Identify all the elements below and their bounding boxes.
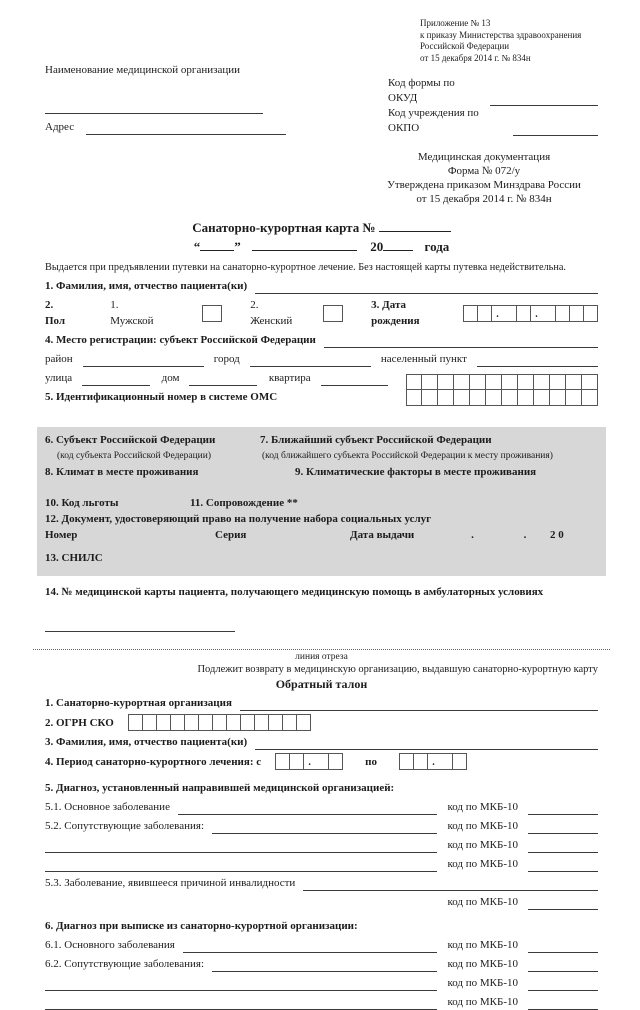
stub-organization-field[interactable] [240,697,598,711]
day-field[interactable] [200,237,234,251]
header [45,18,598,206]
oms-cell [534,374,550,390]
patient-name-field[interactable] [255,280,598,294]
dob-cell [570,305,584,322]
ogrn-cell [297,714,311,731]
icd-label: код по МКБ-10 [447,958,518,970]
climate-benefits-section [37,427,606,576]
oms-cell [534,390,550,406]
oms-cell [518,374,534,390]
open-quote: “ [193,239,201,254]
oms-cell [470,390,486,406]
period-cell [315,753,329,770]
address-label: Адрес [45,121,75,133]
period-cell [329,753,343,770]
discharge-concomitant-field[interactable] [45,977,437,991]
dob-cell [463,305,478,322]
period-dot: . [428,753,439,770]
card-number-field[interactable] [379,218,451,232]
icd-code-field[interactable] [528,977,598,991]
registration-label: 4. Место регистрации: субъект Российской Федерации [45,334,316,346]
disability-disease-field[interactable] [303,877,598,891]
street-label: улица [45,372,73,384]
oms-cell [422,374,438,390]
oms-number-grid[interactable] [406,374,598,406]
settlement-field[interactable] [477,353,598,367]
doc-line: Утверждена приказом Минздрава России [387,179,581,191]
concomitant-diseases-label: 5.2. Сопутствующие заболевания: [45,820,205,832]
subject-rf-sublabel: (код субъекта Российской Федерации) [57,451,211,461]
dob-cell [478,305,492,322]
org-name-label: Наименование медицинской организации [45,64,240,76]
period-cell [275,753,290,770]
climate-factors-label: 9. Климатические факторы в месте проживания [295,466,537,478]
oms-cell [454,390,470,406]
okud-field[interactable] [490,92,598,106]
header-left [45,18,340,206]
disability-disease-label: 5.3. Заболевание, явившееся причиной инвалидности [45,877,296,889]
concomitant-disease-field[interactable] [45,839,437,853]
discharge-main-disease-field[interactable] [183,939,438,953]
dob-cell [503,305,517,322]
period-dot: . [304,753,315,770]
discharge-concomitant-field[interactable] [212,958,437,972]
oms-cell [502,390,518,406]
female-checkbox[interactable] [323,305,343,322]
oms-cell [486,374,502,390]
ogrn-cell [213,714,227,731]
ogrn-cell [227,714,241,731]
form-title-text: Санаторно-курортная карта № [192,220,376,235]
icd-code-field[interactable] [528,858,598,872]
period-to-boxes[interactable] [399,753,467,770]
treatment-period-label: 4. Период санаторно-курортного лечения: с [45,755,262,768]
dob-cell [584,305,598,322]
address-field[interactable] [86,121,286,135]
close-quote: ” [234,239,241,254]
oms-cell [406,374,422,390]
ogrn-cell [171,714,185,731]
icd-code-field[interactable] [528,839,598,853]
oms-cell [566,374,582,390]
dob-label: 3. Дата рождения [371,299,420,327]
sex-label: 2. Пол [45,299,66,327]
ogrn-cell [185,714,199,731]
document-label: 12. Документ, удостоверяющий право на получение набора социальных услуг [45,513,432,525]
annex-line: к приказу Министерства здравоохранения [420,29,582,40]
ogrn-cell [199,714,213,731]
outpatient-card-field[interactable] [45,618,235,632]
form-date-line [45,237,598,255]
ogrn-cell [128,714,143,731]
cut-line [33,649,610,650]
annex-line: Российской Федерации [420,41,510,51]
concomitant-disease-field[interactable] [212,820,437,834]
period-cell [414,753,428,770]
okpo-label: Код учреждения по ОКПО [388,107,479,134]
discharge-concomitant-field[interactable] [45,996,437,1010]
nearest-subject-label: 7. Ближайший субъект Российской Федерации [260,434,492,446]
annex-line: от 15 декабря 2014 г. № 834н [420,52,531,63]
patient-name-label: 1. Фамилия, имя, отчество пациента(ки) [45,280,248,292]
icd-label: код по МКБ-10 [447,820,518,832]
ogrn-label: 2. ОГРН СКО [45,716,114,729]
doc-line: Форма № 072/у [447,165,521,177]
discharge-main-disease-label: 6.1. Основного заболевания [45,939,175,951]
icd-label: код по МКБ-10 [447,977,518,989]
year-field[interactable] [383,237,413,251]
oms-label: 5. Идентификационный номер в системе ОМС [45,391,278,403]
street-field[interactable] [82,372,149,386]
discharge-diagnosis-label: 6. Диагноз при выписке из санаторно-курортной организации: [45,920,358,932]
period-cell [453,753,467,770]
nearest-subject-sublabel: (код ближайшего субъекта Российской Федерации к месту проживания) [262,451,553,461]
stub-patient-name-field[interactable] [255,736,598,750]
oms-cell [454,374,470,390]
oms-cell [438,374,454,390]
issue-date-dot: . [471,529,474,541]
district-field[interactable] [83,353,204,367]
snils-label: 13. СНИЛС [45,552,103,564]
header-right [340,18,598,206]
period-cell [399,753,414,770]
doc-block [340,150,598,206]
ogrn-cell [255,714,269,731]
doc-line: Медицинская документация [417,151,551,163]
issue-date-dot: . [523,529,527,541]
concomitant-disease-field[interactable] [45,858,437,872]
oms-cell [486,390,502,406]
female-label: 2. Женский [250,299,293,327]
accompaniment-label: 11. Сопровождение ** [190,497,298,509]
dob-cell [556,305,570,322]
ogrn-cell [283,714,297,731]
icd-code-field[interactable] [528,820,598,834]
ogrn-boxes[interactable] [128,714,311,731]
year-prefix: 20 [370,239,384,254]
year-suffix: года [424,239,450,254]
male-checkbox[interactable] [202,305,222,322]
dob-dot: . [492,305,503,322]
stub-organization-label: 1. Санаторно-курортная организация [45,697,232,709]
sex-dob-row [45,297,598,329]
house-label: дом [161,372,180,384]
month-field[interactable] [252,237,357,251]
stub-patient-name-label: 3. Фамилия, имя, отчество пациента(ки) [45,736,248,748]
apartment-field[interactable] [321,372,388,386]
apartment-label: квартира [268,372,311,384]
oms-cell [582,390,598,406]
oms-cell [566,390,582,406]
referral-diagnosis-label: 5. Диагноз, установленный направившей медицинской организацией: [45,782,395,794]
oms-cell [406,390,422,406]
icd-code-field[interactable] [528,958,598,972]
ogrn-cell [157,714,171,731]
oms-cell [582,374,598,390]
region-field[interactable] [324,334,598,348]
main-disease-label: 5.1. Основное заболевание [45,801,170,813]
oms-cell [470,374,486,390]
male-label: 1. Мужской [110,299,154,327]
ogrn-cell [143,714,157,731]
street-oms-block [45,370,598,421]
district-label: район [45,353,73,365]
icd-code-field[interactable] [528,801,598,815]
climate-label: 8. Климат в месте проживания [45,466,199,478]
oms-cell [502,374,518,390]
dob-cell [517,305,531,322]
dob-dot: . [531,305,542,322]
dob-cell [542,305,556,322]
oms-cell [550,374,566,390]
city-label: город [213,353,240,365]
stub-title: Обратный талон [275,677,368,691]
house-field[interactable] [189,372,256,386]
icd-code-field[interactable] [528,939,598,953]
icd-label: код по МКБ-10 [447,896,518,908]
icd-label: код по МКБ-10 [447,939,518,951]
icd-code-field[interactable] [528,996,598,1010]
settlement-label: населенный пункт [380,353,467,365]
icd-label: код по МКБ-10 [447,858,518,870]
period-from-boxes[interactable] [275,753,343,770]
period-cell [439,753,453,770]
subject-rf-label: 6. Субъект Российской Федерации [45,434,216,446]
annex-block [340,18,598,64]
ogrn-cell [269,714,283,731]
return-note: Подлежит возврату в медицинскую организацию, выдавшую санаторно-курортную карту [197,664,598,675]
dob-boxes[interactable] [463,305,598,322]
icd-label: код по МКБ-10 [447,839,518,851]
ogrn-cell [241,714,255,731]
issue-date-label: Дата выдачи [350,529,415,541]
cut-line-caption: линия отреза [295,652,348,662]
okpo-field[interactable] [513,122,598,136]
org-name-field[interactable] [45,100,263,114]
oms-cell [438,390,454,406]
doc-number-label: Номер [45,529,78,541]
okud-label: Код формы по ОКУД [388,77,455,104]
icd-label: код по МКБ-10 [447,801,518,813]
discharge-concomitant-label: 6.2. Сопутствующие заболевания: [45,958,205,970]
issue-date-year20: 2 0 [550,529,564,541]
oms-cell [518,390,534,406]
annex-line: Приложение № 13 [420,18,491,28]
treatment-period-to-label: по [365,755,377,768]
oms-cell [422,390,438,406]
doc-series-label: Серия [215,529,247,541]
okud-block [340,76,598,136]
icd-code-field[interactable] [528,896,598,910]
icd-label: код по МКБ-10 [447,996,518,1008]
main-disease-field[interactable] [178,801,437,815]
city-field[interactable] [250,353,371,367]
form-title [45,218,598,236]
outpatient-card-label: 14. № медицинской карты пациента, получающего медицинскую помощь в амбулаторных условиях [45,586,544,598]
oms-cell [550,390,566,406]
doc-line: от 15 декабря 2014 г. № 834н [416,193,552,205]
benefit-code-label: 10. Код льготы [45,497,119,509]
validity-note: Выдается при предъявлении путевки на санаторно-курортное лечение. Без настоящей карты путевка недействительна. [45,262,567,273]
period-cell [290,753,304,770]
